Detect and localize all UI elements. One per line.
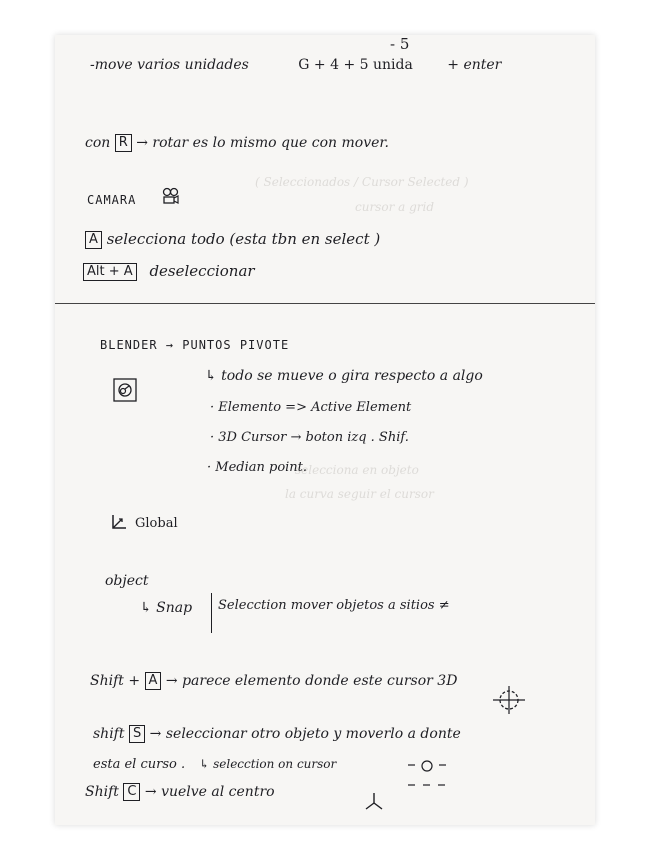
select-all-key: A — [85, 231, 102, 249]
shift-s-line — [93, 725, 461, 743]
camera-label: CAMARA — [87, 193, 137, 207]
section-divider — [55, 303, 595, 304]
3d-cursor-icon — [492, 685, 526, 715]
select-all-text: selecciona todo (esta tbn en select ) — [106, 230, 381, 248]
snap-label: ↳ Snap — [140, 600, 193, 616]
pivot-item-element: · Elemento => Active Element — [210, 400, 412, 415]
global-axis-icon — [110, 513, 128, 531]
ghost-text-4: la curva seguir el cursor — [285, 487, 434, 501]
move-units-suffix: + enter — [447, 57, 502, 73]
snap-separator — [211, 593, 212, 633]
rotate-line — [85, 134, 389, 152]
object-label: object — [105, 573, 149, 589]
shift-s-key: S — [129, 725, 145, 743]
global-label: Global — [135, 516, 178, 531]
page-number: - 5 — [390, 35, 410, 53]
rotate-text: → rotar es lo mismo que con mover. — [136, 135, 389, 151]
cursor-sketch-icon — [405, 757, 455, 797]
shift-a-text: → parece elemento donde este cursor 3D — [165, 673, 458, 689]
rotate-key: R — [115, 134, 132, 152]
ghost-text-2: cursor a grid — [355, 200, 435, 214]
notebook-page — [55, 35, 595, 825]
deselect-text: deseleccionar — [149, 262, 255, 280]
shift-s-text: → seleccionar otro objeto y moverlo a donte — [149, 726, 461, 742]
pivot-icon — [113, 378, 137, 402]
move-units-line — [90, 57, 501, 73]
camera-heading — [87, 193, 136, 207]
shift-a-key: A — [145, 672, 162, 690]
shift-c-text: → vuelve al centro — [144, 784, 275, 800]
origin-axis-icon — [363, 791, 385, 811]
shift-c-line — [85, 783, 275, 801]
shift-a-line — [90, 672, 457, 690]
shift-c-prefix: Shift — [85, 784, 119, 800]
shift-s-note: ↳ selecction on cursor — [199, 757, 337, 771]
camera-icon — [161, 187, 181, 205]
shift-s-line-2 — [93, 757, 336, 772]
deselect-key: Alt + A — [83, 263, 137, 281]
move-units-text: -move varios unidades — [90, 57, 249, 73]
rotate-prefix: con — [85, 135, 111, 151]
pivot-heading: BLENDER → PUNTOS PIVOTE — [100, 338, 290, 352]
deselect-line — [83, 262, 255, 281]
ghost-text-3: selecciona en objeto — [295, 463, 419, 477]
shift-a-prefix: Shift + — [90, 673, 141, 689]
select-all-line — [85, 230, 380, 249]
shift-s-continuation: esta el curso . — [93, 757, 186, 772]
move-units-shortcut: G + 4 + 5 unida — [298, 57, 413, 73]
shift-c-key: C — [123, 783, 140, 801]
pivot-item-3d-cursor: · 3D Cursor → boton izq . Shif. — [210, 430, 409, 445]
pivot-item-median: · Median point. — [207, 460, 308, 475]
snap-desc: Selecction mover objetos a sitios ≠ — [218, 598, 450, 613]
pivot-desc: ↳ todo se mueve o gira respecto a algo — [205, 368, 483, 384]
shift-s-prefix: shift — [93, 726, 125, 742]
ghost-text-1: ( Seleccionados / Cursor Selected ) — [255, 175, 469, 189]
